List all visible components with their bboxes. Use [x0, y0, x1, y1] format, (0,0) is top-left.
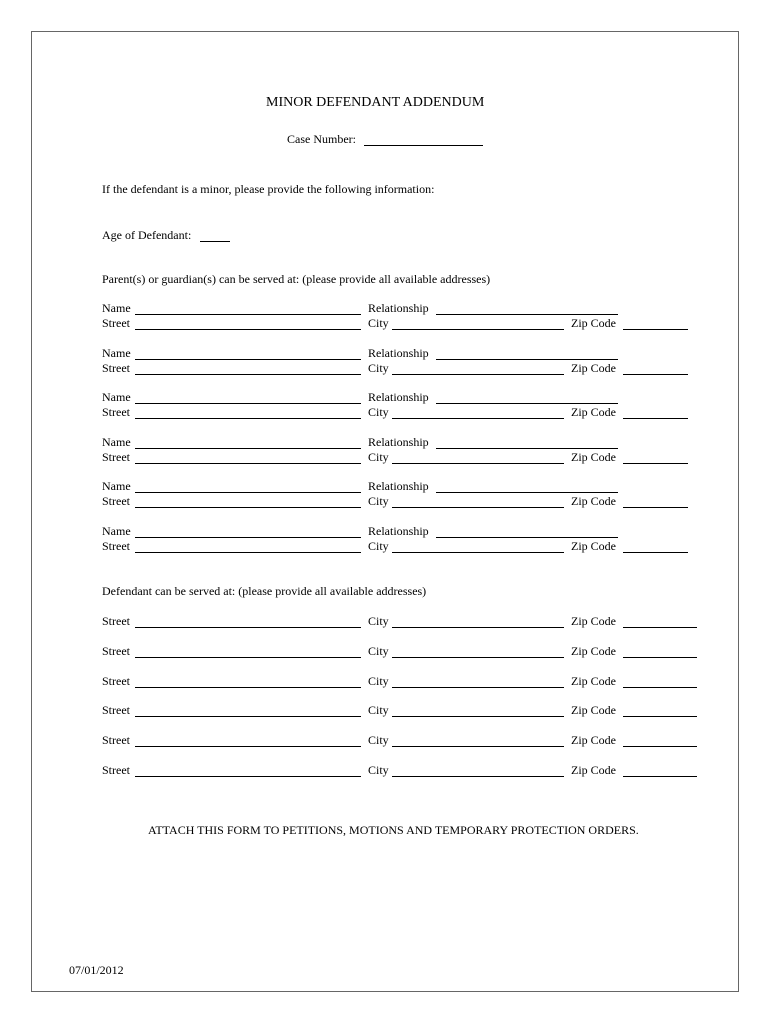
defendant-zip-field[interactable]	[623, 776, 697, 777]
intro-text: If the defendant is a minor, please provide the following information:	[102, 182, 435, 196]
zip-label: Zip Code	[571, 494, 616, 509]
name-label: Name	[102, 345, 131, 360]
zip-label: Zip Code	[571, 733, 616, 748]
defendant-zip-field[interactable]	[623, 746, 697, 747]
guardian-city-field[interactable]	[392, 507, 564, 508]
name-label: Name	[102, 524, 131, 538]
street-label: Street	[102, 405, 130, 420]
street-label: Street	[102, 703, 130, 718]
guardian-name-field[interactable]	[135, 314, 361, 315]
guardian-name-field[interactable]	[135, 448, 361, 449]
defendant-street-field[interactable]	[135, 776, 361, 777]
relationship-label: Relationship	[368, 301, 429, 315]
form-page	[31, 31, 739, 992]
city-label: City	[368, 494, 389, 509]
attach-notice: ATTACH THIS FORM TO PETITIONS, MOTIONS AND TEMPORARY PROTECTION ORDERS.	[148, 823, 639, 837]
relationship-label: Relationship	[368, 524, 429, 538]
relationship-label: Relationship	[368, 479, 429, 494]
zip-label: Zip Code	[571, 614, 616, 628]
defendant-street-field[interactable]	[135, 716, 361, 717]
city-label: City	[368, 673, 389, 688]
street-label: Street	[102, 673, 130, 688]
form-title: MINOR DEFENDANT ADDENDUM	[266, 95, 485, 110]
zip-label: Zip Code	[571, 643, 616, 658]
defendant-city-field[interactable]	[392, 746, 564, 747]
zip-label: Zip Code	[571, 449, 616, 464]
guardian-zip-field[interactable]	[623, 507, 688, 508]
defendant-heading: Defendant can be served at: (please provide all available addresses)	[102, 584, 427, 598]
street-label: Street	[102, 316, 130, 330]
zip-label: Zip Code	[571, 703, 616, 718]
defendant-zip-field[interactable]	[623, 657, 697, 658]
form-date: 07/01/2012	[69, 963, 124, 977]
guardian-zip-field[interactable]	[623, 329, 688, 330]
street-label: Street	[102, 360, 130, 375]
city-label: City	[368, 614, 389, 628]
defendant-city-field[interactable]	[392, 627, 564, 628]
case-number-label: Case Number:	[287, 132, 356, 146]
age-field[interactable]	[200, 241, 230, 242]
relationship-field[interactable]	[436, 314, 618, 315]
city-label: City	[368, 643, 389, 658]
defendant-city-field[interactable]	[392, 716, 564, 717]
zip-label: Zip Code	[571, 316, 616, 330]
guardian-name-field[interactable]	[135, 492, 361, 493]
defendant-zip-field[interactable]	[623, 627, 697, 628]
city-label: City	[368, 733, 389, 748]
guardian-street-field[interactable]	[135, 329, 361, 330]
relationship-field[interactable]	[436, 448, 618, 449]
relationship-label: Relationship	[368, 390, 429, 405]
guardian-city-field[interactable]	[392, 463, 564, 464]
guardian-zip-field[interactable]	[623, 552, 688, 553]
street-label: Street	[102, 763, 130, 777]
name-label: Name	[102, 434, 131, 449]
relationship-label: Relationship	[368, 434, 429, 449]
guardian-street-field[interactable]	[135, 374, 361, 375]
street-label: Street	[102, 539, 130, 553]
defendant-street-field[interactable]	[135, 746, 361, 747]
guardian-city-field[interactable]	[392, 374, 564, 375]
city-label: City	[368, 316, 389, 330]
street-label: Street	[102, 494, 130, 509]
name-label: Name	[102, 301, 131, 315]
guardian-name-field[interactable]	[135, 403, 361, 404]
relationship-field[interactable]	[436, 359, 618, 360]
guardian-name-field[interactable]	[135, 359, 361, 360]
guardian-city-field[interactable]	[392, 418, 564, 419]
street-label: Street	[102, 449, 130, 464]
city-label: City	[368, 763, 389, 777]
guardian-name-field[interactable]	[135, 537, 361, 538]
zip-label: Zip Code	[571, 539, 616, 553]
parents-heading: Parent(s) or guardian(s) can be served at: (please provide all available addresses)	[102, 272, 491, 286]
zip-label: Zip Code	[571, 360, 616, 375]
zip-label: Zip Code	[571, 673, 616, 688]
relationship-label: Relationship	[368, 345, 429, 360]
zip-label: Zip Code	[571, 763, 616, 777]
guardian-city-field[interactable]	[392, 552, 564, 553]
guardian-street-field[interactable]	[135, 507, 361, 508]
guardian-street-field[interactable]	[135, 463, 361, 464]
defendant-city-field[interactable]	[392, 776, 564, 777]
relationship-field[interactable]	[436, 537, 618, 538]
defendant-zip-field[interactable]	[623, 716, 697, 717]
defendant-street-field[interactable]	[135, 657, 361, 658]
city-label: City	[368, 405, 389, 420]
defendant-street-field[interactable]	[135, 627, 361, 628]
defendant-zip-field[interactable]	[623, 687, 697, 688]
defendant-city-field[interactable]	[392, 687, 564, 688]
name-label: Name	[102, 390, 131, 405]
relationship-field[interactable]	[436, 403, 618, 404]
city-label: City	[368, 449, 389, 464]
relationship-field[interactable]	[436, 492, 618, 493]
guardian-street-field[interactable]	[135, 418, 361, 419]
defendant-city-field[interactable]	[392, 657, 564, 658]
city-label: City	[368, 360, 389, 375]
guardian-zip-field[interactable]	[623, 418, 688, 419]
guardian-street-field[interactable]	[135, 552, 361, 553]
street-label: Street	[102, 614, 130, 628]
street-label: Street	[102, 643, 130, 658]
city-label: City	[368, 539, 389, 553]
guardian-city-field[interactable]	[392, 329, 564, 330]
guardian-zip-field[interactable]	[623, 463, 688, 464]
city-label: City	[368, 703, 389, 718]
case-number-field[interactable]	[364, 145, 483, 146]
defendant-street-field[interactable]	[135, 687, 361, 688]
name-label: Name	[102, 479, 131, 494]
age-label: Age of Defendant:	[102, 228, 192, 242]
guardian-zip-field[interactable]	[623, 374, 688, 375]
zip-label: Zip Code	[571, 405, 616, 420]
street-label: Street	[102, 733, 130, 748]
